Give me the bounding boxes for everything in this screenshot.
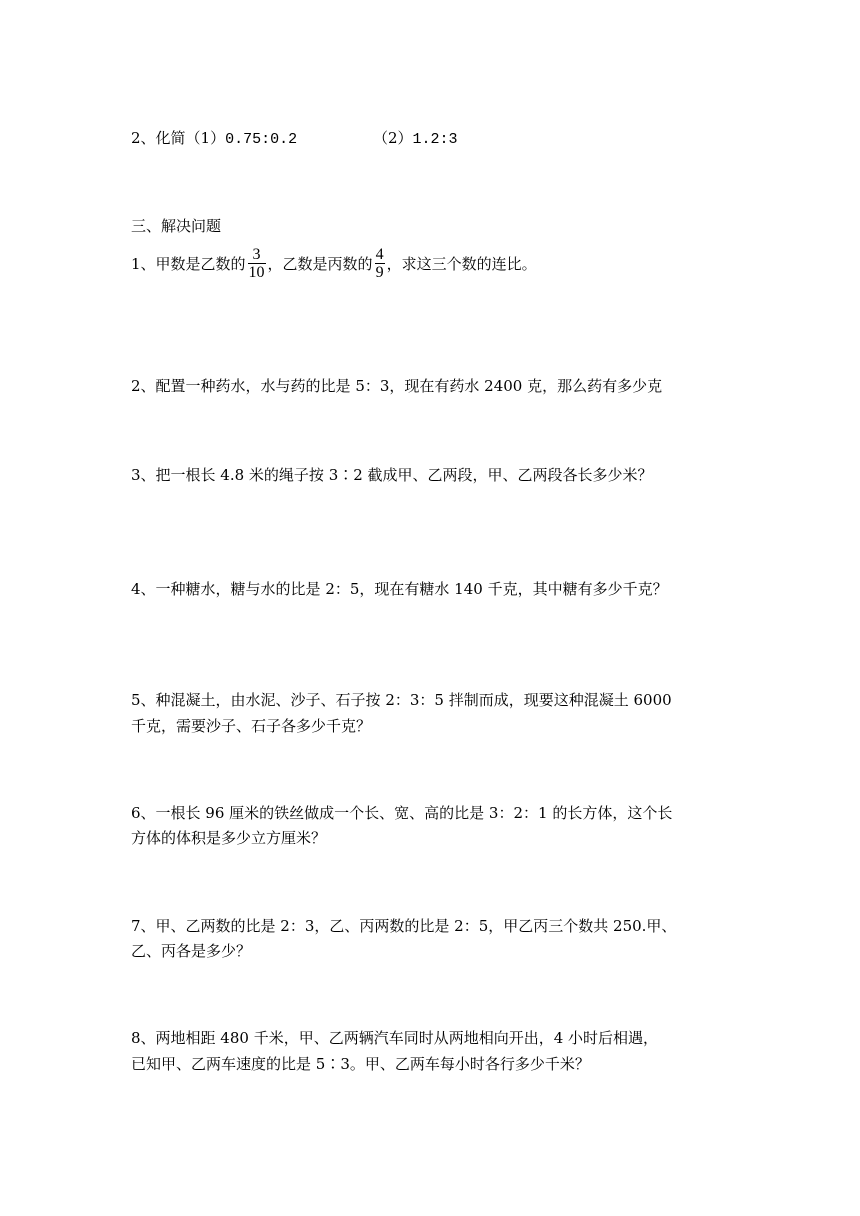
fraction-denominator: 10 (248, 263, 265, 281)
question-5-line-2: 千克，需要沙子、石子各多少千克？ (131, 717, 372, 735)
question-6-line-2: 方体的体积是多少立方厘米？ (131, 829, 327, 847)
simplify-prefix: 2、化简（1） (131, 129, 226, 147)
question-2: 2、配置一种药水，水与药的比是 5：3，现在有药水 2400 克，那么药有多少克 (131, 377, 663, 395)
section-heading: 三、解决问题 (131, 217, 222, 235)
question-6-line-1: 6、一根长 96 厘米的铁丝做成一个长、宽、高的比是 3：2：1 的长方体，这个长 (131, 804, 673, 822)
question-8-line-2: 已知甲、乙两车速度的比是 5∶3。甲、乙两车每小时各行多少千米？ (131, 1055, 590, 1073)
question-7-line-2: 乙、丙各是多少？ (131, 942, 252, 960)
simplify-expr-2: 1.2:3 (412, 131, 458, 148)
q1-text-a: 1、甲数是乙数的 (131, 255, 246, 273)
simplify-question (131, 131, 297, 147)
question-5-line-1: 5、种混凝土，由水泥、沙子、石子按 2：3：5 拌制而成，现要这种混凝土 6000 (131, 691, 672, 709)
fraction-3-10 (248, 246, 266, 281)
question-7-line-1: 7、甲、乙两数的比是 2：3，乙、丙两数的比是 2：5，甲乙丙三个数共 250.甲、 (131, 917, 677, 935)
question-3: 3、把一根长 4.8 米的绳子按 3∶2 截成甲、乙两段，甲、乙两段各长多少米？ (131, 466, 653, 484)
q1-text-b: ，乙数是丙数的 (267, 255, 373, 273)
question-1 (131, 246, 537, 283)
fraction-numerator: 4 (375, 245, 384, 263)
q1-text-c: ，求这三个数的连比。 (386, 255, 537, 273)
simplify-expr-1: 0.75:0.2 (225, 131, 298, 148)
simplify-label-2: （2） (373, 129, 413, 147)
fraction-4-9 (375, 246, 385, 281)
fraction-denominator: 9 (375, 263, 384, 281)
fraction-numerator: 3 (248, 246, 266, 264)
simplify-part-2 (373, 131, 458, 147)
question-4: 4、一种糖水，糖与水的比是 2：5，现在有糖水 140 千克，其中糖有多少千克？ (131, 580, 668, 598)
question-8-line-1: 8、两地相距 480 千米，甲、乙两辆汽车同时从两地相向开出，4 小时后相遇， (131, 1029, 659, 1047)
